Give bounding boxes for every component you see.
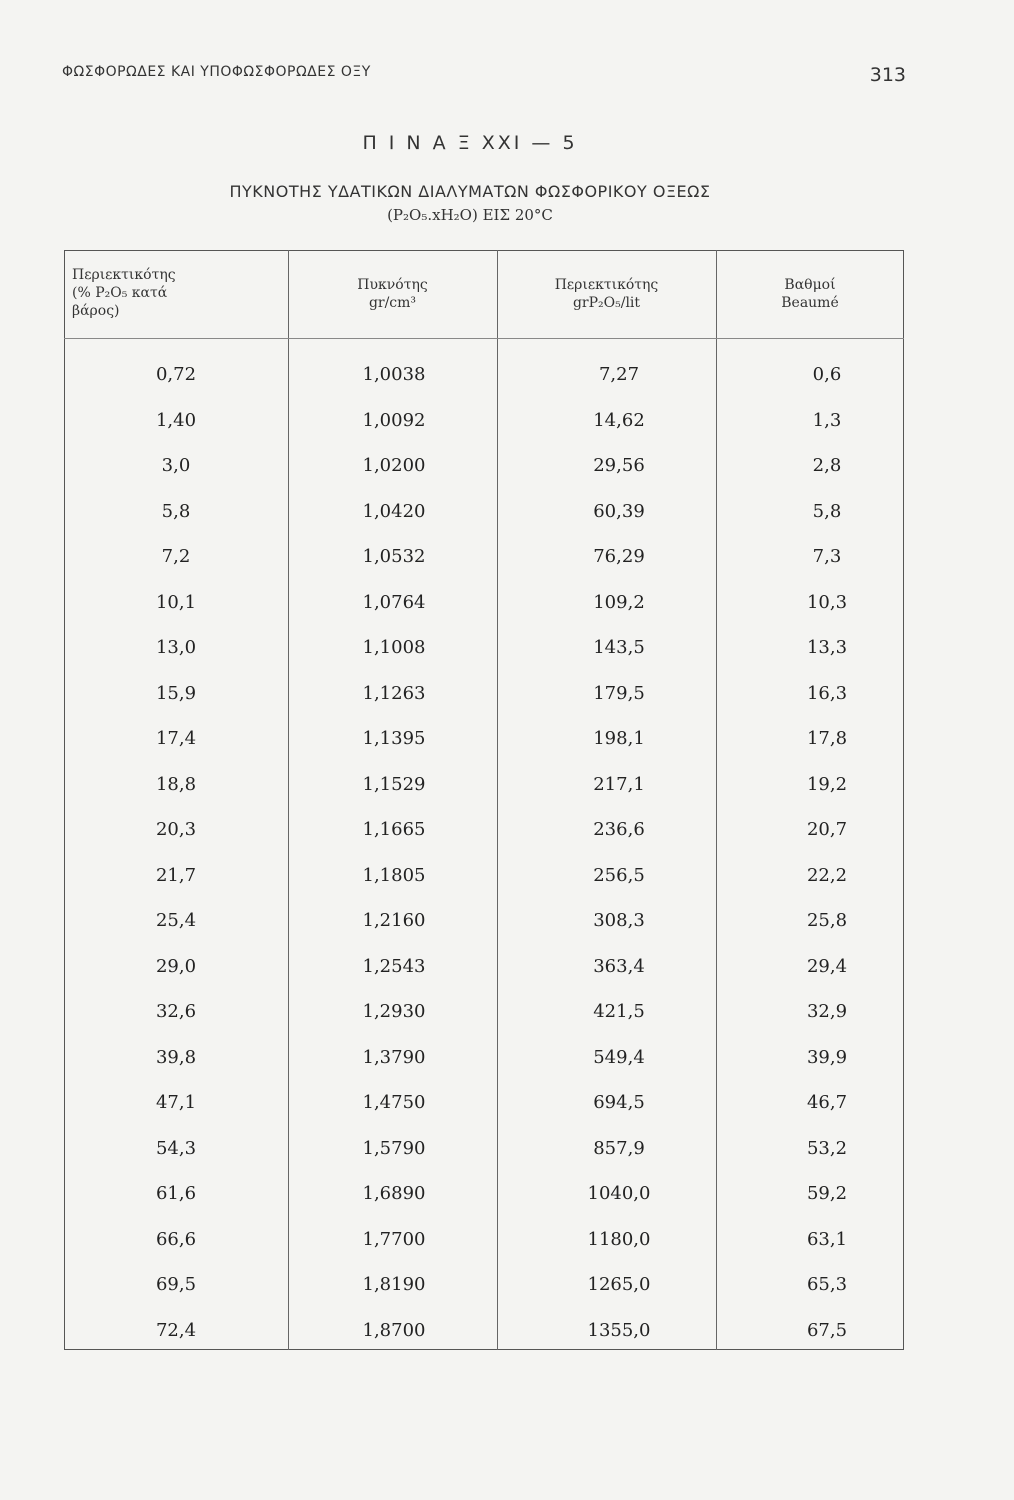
table-row <box>64 683 904 729</box>
table-cell: 29,56 <box>593 455 645 476</box>
table-cell: 1355,0 <box>587 1319 651 1341</box>
table-cell: 1,8190 <box>362 1274 426 1295</box>
table-cell: 32,6 <box>155 1001 197 1022</box>
table-cell: 22,2 <box>806 864 848 886</box>
table-cell: 29,0 <box>155 955 197 977</box>
table-row <box>64 455 904 501</box>
table-cell: 0,72 <box>155 364 197 385</box>
table-cell: 0,6 <box>812 364 842 385</box>
table-cell: 1,0764 <box>362 591 426 613</box>
table-cell: 54,3 <box>155 1137 197 1159</box>
table-row <box>64 1092 904 1138</box>
table-cell: 63,1 <box>806 1228 848 1250</box>
table-cell: 308,3 <box>593 910 645 931</box>
table-cell: 32,9 <box>806 1001 848 1022</box>
table-row <box>64 1183 904 1229</box>
table-cell: 1,1665 <box>362 819 426 840</box>
table-cell: 47,1 <box>155 1092 197 1113</box>
table-cell: 20,3 <box>155 819 197 840</box>
table-cell: 59,2 <box>806 1183 848 1204</box>
table-cell: 1,5790 <box>362 1137 426 1159</box>
table-cell: 217,1 <box>593 773 645 795</box>
table-cell: 1,1529 <box>362 773 426 795</box>
table-cell: 10,3 <box>806 591 848 613</box>
table-cell: 7,27 <box>598 364 640 385</box>
table-row <box>64 501 904 547</box>
table-cell: 69,5 <box>155 1274 197 1295</box>
table-cell: 17,8 <box>806 728 848 749</box>
table-cell: 363,4 <box>593 955 645 977</box>
table-cell: 39,9 <box>806 1046 848 1068</box>
table-cell: 61,6 <box>155 1183 197 1204</box>
table-cell: 72,4 <box>155 1319 197 1341</box>
table-cell: 421,5 <box>593 1001 645 1022</box>
table-row <box>64 1229 904 1275</box>
table-row <box>64 1001 904 1047</box>
table-cell: 1,0532 <box>362 546 426 567</box>
table-cell: 1,3790 <box>362 1046 426 1068</box>
table-cell: 14,62 <box>593 409 645 431</box>
column-header-percent-weight: Περιεκτικότης (% P₂O₅ κατά βάρος) <box>72 267 176 319</box>
column-header-beaume: Βαθμοί Beaumé <box>781 277 839 311</box>
table-cell: 65,3 <box>806 1274 848 1295</box>
table-cell: 143,5 <box>593 637 645 658</box>
table-cell: 109,2 <box>593 591 645 613</box>
table-row <box>64 546 904 592</box>
table-row <box>64 1274 904 1320</box>
table-cell: 15,9 <box>155 682 197 704</box>
table-cell: 10,1 <box>155 591 197 613</box>
table-cell: 1,1395 <box>362 728 426 749</box>
table-cell: 1,4750 <box>362 1092 426 1113</box>
table-cell: 76,29 <box>593 546 645 567</box>
table-cell: 53,2 <box>806 1137 848 1159</box>
table-row <box>64 410 904 456</box>
table-cell: 21,7 <box>155 864 197 886</box>
table-cell: 18,8 <box>155 773 197 795</box>
table-cell: 256,5 <box>593 864 645 886</box>
table-row <box>64 819 904 865</box>
table-cell: 29,4 <box>806 955 848 977</box>
table-row <box>64 637 904 683</box>
table-cell: 19,2 <box>806 773 848 795</box>
table-cell: 66,6 <box>155 1228 197 1250</box>
table-cell: 694,5 <box>593 1092 645 1113</box>
running-head: ΦΩΣΦΟΡΩΔΕΣ ΚΑΙ ΥΠΟΦΩΣΦΟΡΩΔΕΣ ΟΞΥ <box>62 64 371 80</box>
table-title: ΠΥΚΝΟΤΗΣ ΥΔΑΤΙΚΩΝ ΔΙΑΛΥΜΑΤΩΝ ΦΩΣΦΟΡΙΚΟΥ ΟΞΕΩΣ <box>229 182 711 201</box>
table-row <box>64 910 904 956</box>
table-cell: 25,8 <box>806 910 848 931</box>
table-cell: 179,5 <box>593 682 645 704</box>
table-cell: 1,3 <box>812 409 842 431</box>
table-body <box>64 364 904 1365</box>
header-divider <box>64 338 904 339</box>
table-cell: 1,1805 <box>362 864 426 886</box>
table-cell: 198,1 <box>593 728 645 749</box>
table-cell: 1,0200 <box>362 455 426 476</box>
table-cell: 549,4 <box>593 1046 645 1068</box>
table-cell: 1,8700 <box>362 1319 426 1341</box>
table-cell: 2,8 <box>812 455 842 476</box>
table-cell: 1,2160 <box>362 910 426 931</box>
table-cell: 857,9 <box>593 1137 645 1159</box>
table-cell: 13,0 <box>155 637 197 658</box>
table-cell: 1180,0 <box>587 1228 651 1250</box>
table-label: Π Ι Ν Α Ξ XXI — 5 <box>362 132 578 154</box>
table-cell: 1,0038 <box>362 364 426 385</box>
table-cell: 7,2 <box>161 546 191 567</box>
table-cell: 1,40 <box>155 409 197 431</box>
table-cell: 1265,0 <box>587 1274 651 1295</box>
table-cell: 236,6 <box>593 819 645 840</box>
column-header-density: Πυκνότης gr/cm³ <box>357 277 428 311</box>
table-cell: 67,5 <box>806 1319 848 1341</box>
table-cell: 17,4 <box>155 728 197 749</box>
table-cell: 1,2543 <box>362 955 426 977</box>
table-row <box>64 592 904 638</box>
table-subtitle: (P₂O₅.xH₂O) ΕΙΣ 20°C <box>387 206 553 224</box>
table-cell: 1,2930 <box>362 1001 426 1022</box>
table-cell: 1,1263 <box>362 682 426 704</box>
table-cell: 3,0 <box>161 455 191 476</box>
table-row <box>64 1138 904 1184</box>
table-row <box>64 774 904 820</box>
table-cell: 25,4 <box>155 910 197 931</box>
table-row <box>64 1047 904 1093</box>
table-cell: 39,8 <box>155 1046 197 1068</box>
table-cell: 1,1008 <box>362 637 426 658</box>
table-row <box>64 865 904 911</box>
table-cell: 1,0420 <box>362 500 426 522</box>
table-row <box>64 956 904 1002</box>
table-cell: 16,3 <box>806 682 848 704</box>
table-cell: 1,0092 <box>362 409 426 431</box>
table-cell: 1,7700 <box>362 1228 426 1250</box>
table-cell: 1040,0 <box>587 1183 651 1204</box>
table-row <box>64 728 904 774</box>
table-row <box>64 1320 904 1366</box>
table-cell: 7,3 <box>812 546 842 567</box>
table-cell: 60,39 <box>593 500 645 522</box>
table-cell: 5,8 <box>812 500 842 522</box>
table-row <box>64 364 904 410</box>
table-cell: 13,3 <box>806 637 848 658</box>
table-cell: 46,7 <box>806 1092 848 1113</box>
table-cell: 1,6890 <box>362 1183 426 1204</box>
table-cell: 20,7 <box>806 819 848 840</box>
page-number: 313 <box>869 64 906 86</box>
table-cell: 5,8 <box>161 500 191 522</box>
column-header-content-per-litre: Περιεκτικότης grP₂O₅/lit <box>554 277 659 311</box>
